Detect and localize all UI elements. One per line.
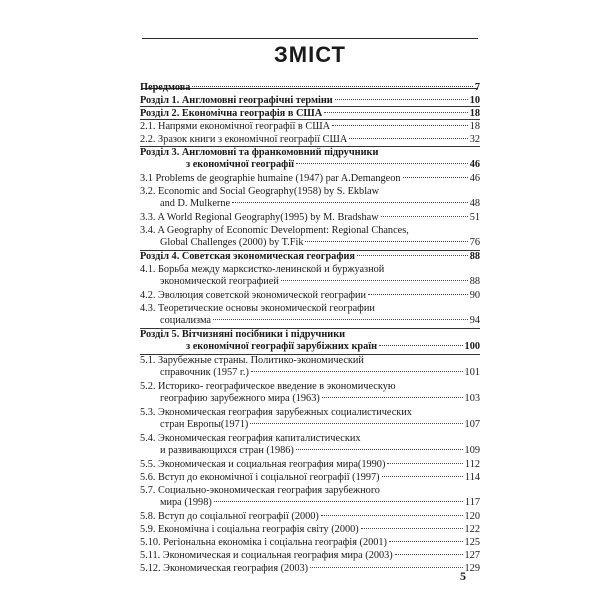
toc-page-ref: 120 <box>464 511 480 522</box>
toc-page-ref: 10 <box>469 95 480 106</box>
dot-leader <box>361 528 463 529</box>
toc-page-ref: 125 <box>464 537 480 548</box>
toc-section-heading <box>140 82 480 94</box>
title-rule-top <box>142 38 478 39</box>
toc-entry-text: 3.4. A Geography of Economic Development: Regional Chances, <box>140 225 409 236</box>
toc-entry-text: 5.3. Экономическая география зарубежных социалистических <box>140 407 412 418</box>
toc-entry <box>140 212 480 224</box>
toc-page-ref: 18 <box>469 108 480 119</box>
toc-entry <box>140 134 480 146</box>
dot-leader <box>310 567 462 568</box>
toc-page-ref: 76 <box>469 237 480 248</box>
toc-page-ref: 90 <box>469 290 480 301</box>
toc-entry-text: 2.1. Напрями економічної географії в США <box>140 121 331 132</box>
toc-entry <box>140 511 480 523</box>
dot-leader <box>382 476 463 477</box>
toc-entry-text: 5.10. Регіональна економіка і соціальна географія (2001) <box>140 537 387 548</box>
toc-entry-text: 5.6. Вступ до економічної і соціальної географії (1997) <box>140 472 380 483</box>
toc-entry-text: и развивающихся стран (1986) <box>160 445 294 456</box>
toc-entry-text: з економічної географії <box>186 159 294 170</box>
toc-page-ref: 94 <box>469 315 480 326</box>
toc-entry-text: 5.5. Экономическая и социальная география мира(1990) <box>140 459 386 470</box>
dot-leader <box>296 163 468 164</box>
toc-entry-text: Розділ 2. Економічна географія в США <box>140 108 323 119</box>
toc-entry-text: 3.3. A World Regional Geography(1995) by M. Bradshaw <box>140 212 379 223</box>
toc-page-ref: 129 <box>464 563 480 574</box>
toc-page-ref: 48 <box>469 198 480 209</box>
toc-entry-text: 5.7. Социально-экономическая география зарубежного <box>140 485 380 496</box>
toc-page-ref: 88 <box>469 251 480 262</box>
toc-entry <box>140 264 480 288</box>
section-divider <box>140 328 480 329</box>
toc-section-heading <box>140 251 480 263</box>
toc-page-ref: 103 <box>464 393 480 404</box>
toc-entry-text: and D. Mulkerne <box>160 198 231 209</box>
dot-leader <box>213 319 468 320</box>
toc-entry-text: стран Европы(1971) <box>160 419 249 430</box>
page-title: ЗМІСТ <box>274 42 346 67</box>
toc-entry-text: Розділ 3. Англомовні та франкомовний підручники <box>140 147 379 158</box>
dot-leader <box>214 501 463 502</box>
toc-entry-text: 4.3. Теоретические основы экономической географии <box>140 303 375 314</box>
toc-entry <box>140 186 480 210</box>
dot-leader <box>332 125 468 126</box>
toc-entry-text: Розділ 1. Англомовні географічні терміни <box>140 95 333 106</box>
toc-entry-text: 2.2. Зразок книги з економічної географії США <box>140 134 348 145</box>
toc-page-ref: 46 <box>469 159 480 170</box>
dot-leader <box>281 280 468 281</box>
toc-entry-text: 5.2. Историко- географическое введение в экономическую <box>140 381 396 392</box>
dot-leader <box>403 177 468 178</box>
toc-section-heading <box>140 147 480 171</box>
dot-leader <box>379 345 462 346</box>
toc-entry-text: 5.11. Экономическая и социальная география мира (2003) <box>140 550 393 561</box>
page-number: 5 <box>460 569 466 583</box>
dot-leader <box>305 241 467 242</box>
toc-entry <box>140 121 480 133</box>
toc-entry <box>140 433 480 457</box>
toc-entry <box>140 407 480 431</box>
toc-entry <box>140 355 480 379</box>
toc-entry-text: справочник (1957 г.) <box>160 367 249 378</box>
dot-leader <box>324 112 468 113</box>
toc-entry-text: экономической географией <box>160 276 279 287</box>
section-divider <box>140 119 480 120</box>
toc-page-ref: 127 <box>464 550 480 561</box>
toc-entry-text: 4.2. Эволюция советской экономической географии <box>140 290 367 301</box>
toc-entry-text: 3.2. Economic and Social Geography(1958) by S. Ekblaw <box>140 186 380 197</box>
toc-entry-text: 4.1. Борьба между марксистко-ленинской и буржуазной <box>140 264 385 275</box>
toc-section-heading <box>140 329 480 353</box>
toc-page-ref: 107 <box>464 419 480 430</box>
toc-entry <box>140 563 480 575</box>
toc-entry-text: 5.9. Економічна і соціальна географія світу (2000) <box>140 524 359 535</box>
toc-entry <box>140 381 480 405</box>
toc-page-ref: 7 <box>474 82 480 93</box>
toc-entry <box>140 225 480 249</box>
toc-page-ref: 18 <box>469 121 480 132</box>
toc-entry-text: Розділ 4. Советская экономическая география <box>140 251 355 262</box>
section-divider <box>140 354 480 355</box>
toc-entry <box>140 459 480 471</box>
toc-entry-text: Передмова <box>140 82 191 93</box>
toc-page-ref: 109 <box>464 445 480 456</box>
toc-entry-text: 5.1. Зарубежные страны. Политико-экономический <box>140 355 364 366</box>
dot-leader <box>395 554 463 555</box>
toc-entry <box>140 303 480 327</box>
toc-entry <box>140 485 480 509</box>
section-divider <box>140 146 480 147</box>
toc-page-ref: 32 <box>469 134 480 145</box>
toc-entry <box>140 537 480 549</box>
toc-page-ref: 46 <box>469 173 480 184</box>
toc-entry <box>140 472 480 484</box>
dot-leader <box>321 515 463 516</box>
toc-entry <box>140 290 480 302</box>
toc-page-ref: 112 <box>464 459 480 470</box>
dot-leader <box>322 397 463 398</box>
toc-entry <box>140 550 480 562</box>
toc-entry-text: 5.4. Экономическая география капиталистических <box>140 433 361 444</box>
toc-entry-text: 5.8. Вступ до соціальної географії (2000) <box>140 511 319 522</box>
toc-page-ref: 88 <box>469 276 480 287</box>
dot-leader <box>387 463 463 464</box>
dot-leader <box>232 202 468 203</box>
section-divider <box>140 106 480 107</box>
dot-leader <box>296 449 463 450</box>
toc-entry-text: 3.1 Problems de geographie humaine (1947) par A.Demangeon <box>140 173 401 184</box>
toc-entry-text: 5.12. Экономическая география (2003) <box>140 563 309 574</box>
section-divider <box>140 250 480 251</box>
toc-page-ref: 114 <box>464 472 480 483</box>
toc-entry <box>140 524 480 536</box>
toc-page-ref: 117 <box>464 497 480 508</box>
toc-entry-text: з економічної географії зарубіжних країн <box>186 341 378 352</box>
dot-leader <box>251 371 463 372</box>
dot-leader <box>381 216 468 217</box>
dot-leader <box>357 255 468 256</box>
dot-leader <box>250 423 462 424</box>
dot-leader <box>389 541 463 542</box>
toc-entry-text: Розділ 5. Вітчизняні посібники і підручники <box>140 329 346 340</box>
toc-page-ref: 122 <box>464 524 480 535</box>
toc-page-ref: 51 <box>469 212 480 223</box>
toc-entry <box>140 173 480 185</box>
toc-entry-text: Global Challenges (2000) by T.Fik <box>160 237 304 248</box>
dot-leader <box>368 294 468 295</box>
toc-entry-text: социализма <box>160 315 211 326</box>
toc-entry-text: мира (1998) <box>160 497 212 508</box>
dot-leader <box>349 138 467 139</box>
toc-page-ref: 100 <box>464 341 480 352</box>
dot-leader <box>192 86 472 87</box>
toc-entry-text: географию зарубежного мира (1963) <box>160 393 320 404</box>
dot-leader <box>335 99 468 100</box>
toc-page-ref: 101 <box>464 367 480 378</box>
